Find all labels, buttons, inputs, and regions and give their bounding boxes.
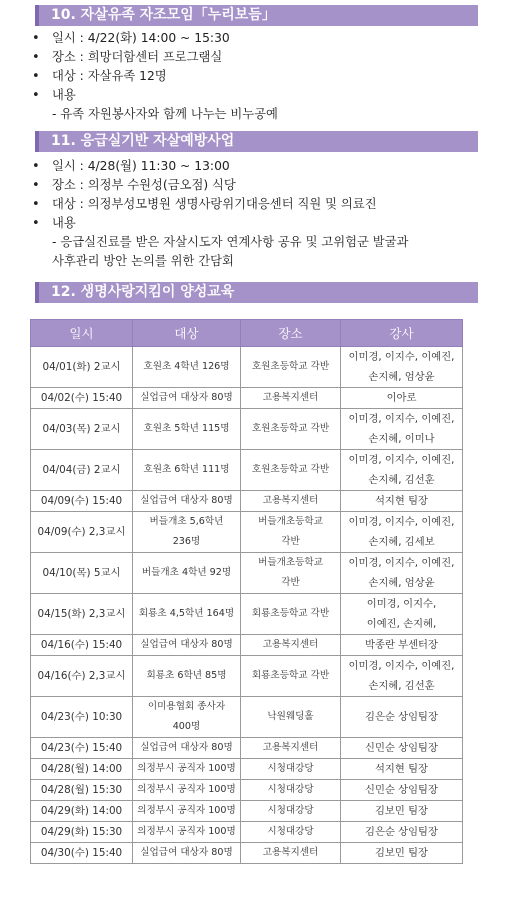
cell-lecturer: [341, 594, 463, 635]
cell-line: 낙원웨딩홀: [267, 711, 314, 722]
cell-place: [241, 738, 341, 759]
cell-line: 버들개초 4학년 92명: [141, 567, 232, 578]
cell-line: 손지혜, 김선훈: [368, 474, 435, 486]
cell-target: [133, 512, 241, 553]
cell-target: [133, 388, 241, 409]
cell-date: [31, 822, 133, 843]
cell-line: 김보민 팀장: [374, 847, 428, 859]
cell-line: 의정부시 공직자 100명: [137, 805, 236, 816]
cell-line: 고용복지센터: [262, 847, 319, 858]
cell-line: 시청대강당: [267, 826, 314, 837]
cell-lecturer: [341, 759, 463, 780]
table-row: [31, 491, 463, 512]
cell-target: [133, 780, 241, 801]
cell-line: 04/29(화) 15:30: [40, 826, 123, 838]
table-row: [31, 697, 463, 738]
table-row: [31, 780, 463, 801]
cell-place: [241, 843, 341, 864]
cell-lecturer: [341, 843, 463, 864]
cell-line: 호원초등학교 각반: [251, 464, 330, 475]
cell-line: 고용복지센터: [262, 495, 319, 506]
cell-date: [31, 697, 133, 738]
cell-line: 실업급여 대상자 80명: [140, 392, 233, 403]
cell-line: 의정부시 공직자 100명: [137, 826, 236, 837]
cell-line: 석지현 팀장: [374, 763, 428, 775]
cell-line: 이미경, 이지수, 이예진,: [348, 413, 455, 425]
sub-item: 사후관리 방안 논의를 위한 간담회: [52, 254, 234, 268]
cell-date: [31, 635, 133, 656]
cell-line: 시청대강당: [267, 805, 314, 816]
cell-line: 손지혜, 김세보: [368, 536, 435, 548]
cell-line: 이미경, 이지수, 이예진,: [348, 660, 455, 672]
cell-line: 고용복지센터: [262, 639, 319, 650]
cell-line: 실업급여 대상자 80명: [140, 495, 233, 506]
cell-line: 이미경, 이지수,: [366, 598, 437, 610]
cell-line: 04/02(수) 15:40: [40, 392, 123, 404]
cell-date: [31, 491, 133, 512]
cell-line: 회룡초 4,5학년 164명: [138, 608, 235, 619]
cell-line: 호원초등학교 각반: [251, 423, 330, 434]
cell-line: 400명: [172, 721, 201, 732]
section-11-title: 11. 응급실기반 자살예방사업: [35, 131, 478, 152]
cell-line: 04/28(월) 14:00: [40, 763, 123, 775]
cell-line: 석지현 팀장: [374, 495, 428, 507]
table-row: [31, 512, 463, 553]
bullet-item: • 장소 : 의정부 수원성(금오점) 식당: [30, 176, 495, 195]
cell-line: 04/10(목) 5교시: [42, 567, 121, 579]
cell-line: 김은순 상임팀장: [365, 826, 438, 838]
cell-place: [241, 801, 341, 822]
cell-line: 04/09(수) 2,3교시: [37, 526, 126, 538]
cell-lecturer: [341, 450, 463, 491]
cell-line: 04/15(화) 2,3교시: [37, 608, 126, 620]
cell-line: 04/09(수) 15:40: [40, 495, 123, 507]
section-10-title: 10. 자살유족 자조모임「누리보듬」: [35, 5, 478, 26]
cell-line: 호원초등학교 각반: [251, 361, 330, 372]
section-10-content: [30, 29, 495, 124]
cell-date: [31, 656, 133, 697]
cell-place: [241, 635, 341, 656]
cell-line: 의정부시 공직자 100명: [137, 763, 236, 774]
cell-lecturer: [341, 491, 463, 512]
table-row: [31, 409, 463, 450]
cell-date: [31, 347, 133, 388]
cell-line: 236명: [172, 536, 201, 547]
cell-target: [133, 822, 241, 843]
cell-line: 04/01(화) 2교시: [42, 361, 121, 373]
table-row: [31, 388, 463, 409]
cell-lecturer: [341, 553, 463, 594]
cell-line: 회룡초 6학년 85명: [146, 670, 227, 681]
cell-line: 호원초 6학년 111명: [143, 464, 230, 475]
cell-line: 이미경, 이지수, 이예진,: [348, 454, 455, 466]
cell-lecturer: [341, 512, 463, 553]
cell-place: [241, 491, 341, 512]
cell-target: [133, 759, 241, 780]
cell-line: 04/16(수) 2,3교시: [37, 670, 126, 682]
cell-place: [241, 656, 341, 697]
cell-target: [133, 635, 241, 656]
cell-line: 04/28(월) 15:30: [40, 784, 123, 796]
bullet-item: • 대상 : 자살유족 12명: [30, 67, 495, 86]
table-row: [31, 594, 463, 635]
cell-place: [241, 512, 341, 553]
cell-place: [241, 388, 341, 409]
header-date: 일시: [31, 320, 133, 347]
cell-line: 이아로: [386, 392, 417, 404]
cell-line: 04/30(수) 15:40: [40, 847, 123, 859]
training-schedule-table: [30, 319, 463, 864]
cell-line: 김은순 상임팀장: [365, 711, 438, 723]
cell-line: 버들개초 5,6학년: [149, 516, 224, 527]
cell-place: [241, 697, 341, 738]
cell-line: 시청대강당: [267, 763, 314, 774]
cell-place: [241, 409, 341, 450]
cell-line: 의정부시 공직자 100명: [137, 784, 236, 795]
cell-target: [133, 697, 241, 738]
cell-lecturer: [341, 822, 463, 843]
cell-line: 04/23(수) 10:30: [40, 711, 123, 723]
cell-target: [133, 843, 241, 864]
bullet-item: • 일시 : 4/22(화) 14:00 ~ 15:30: [30, 29, 495, 48]
cell-line: 이미용협회 종사자: [147, 701, 226, 712]
cell-line: 04/03(목) 2교시: [42, 423, 121, 435]
cell-line: 손지혜, 엄상윤: [368, 371, 435, 383]
table-row: [31, 738, 463, 759]
cell-target: [133, 594, 241, 635]
cell-line: 이예진, 손지혜,: [366, 618, 437, 630]
table-row: [31, 553, 463, 594]
cell-date: [31, 409, 133, 450]
table-header-row: [31, 320, 463, 347]
cell-line: 04/04(금) 2교시: [42, 464, 121, 476]
cell-line: 김보민 팀장: [374, 805, 428, 817]
cell-lecturer: [341, 780, 463, 801]
cell-line: 실업급여 대상자 80명: [140, 847, 233, 858]
cell-line: 호원초 5학년 115명: [143, 423, 230, 434]
table-row: [31, 635, 463, 656]
cell-line: 고용복지센터: [262, 392, 319, 403]
bullet-item: • 일시 : 4/28(월) 11:30 ~ 13:00: [30, 157, 495, 176]
table-row: [31, 843, 463, 864]
table-row: [31, 759, 463, 780]
cell-line: 이미경, 이지수, 이예진,: [348, 351, 455, 363]
section-12-title: 12. 생명사랑지킴이 양성교육: [35, 282, 478, 303]
cell-target: [133, 409, 241, 450]
cell-date: [31, 450, 133, 491]
cell-line: 신민순 상임팀장: [365, 742, 438, 754]
cell-date: [31, 388, 133, 409]
cell-line: 손지혜, 이미나: [368, 433, 435, 445]
cell-date: [31, 759, 133, 780]
cell-line: 04/23(수) 15:40: [40, 742, 123, 754]
cell-line: 신민순 상임팀장: [365, 784, 438, 796]
cell-lecturer: [341, 388, 463, 409]
cell-line: 각반: [281, 577, 300, 588]
cell-line: 손지혜, 김선훈: [368, 680, 435, 692]
table-row: [31, 347, 463, 388]
cell-line: 실업급여 대상자 80명: [140, 742, 233, 753]
table-row: [31, 822, 463, 843]
cell-line: 회룡초등학교 각반: [251, 670, 330, 681]
header-lecturer: 강사: [341, 320, 463, 347]
bullet-item: • 내용: [30, 86, 495, 105]
cell-date: [31, 738, 133, 759]
cell-target: [133, 450, 241, 491]
cell-line: 이미경, 이지수, 이예진,: [348, 557, 455, 569]
cell-line: 고용복지센터: [262, 742, 319, 753]
cell-line: 호원초 4학년 126명: [143, 361, 230, 372]
cell-place: [241, 759, 341, 780]
cell-line: 이미경, 이지수, 이예진,: [348, 516, 455, 528]
cell-lecturer: [341, 635, 463, 656]
cell-target: [133, 738, 241, 759]
cell-place: [241, 780, 341, 801]
cell-date: [31, 780, 133, 801]
cell-lecturer: [341, 656, 463, 697]
cell-line: 실업급여 대상자 80명: [140, 639, 233, 650]
cell-line: 04/29(화) 14:00: [40, 805, 123, 817]
cell-date: [31, 801, 133, 822]
cell-target: [133, 656, 241, 697]
cell-lecturer: [341, 697, 463, 738]
cell-lecturer: [341, 738, 463, 759]
cell-line: 손지혜, 엄상윤: [368, 577, 435, 589]
cell-target: [133, 553, 241, 594]
cell-line: 시청대강당: [267, 784, 314, 795]
table-row: [31, 656, 463, 697]
header-target: 대상: [133, 320, 241, 347]
cell-lecturer: [341, 409, 463, 450]
cell-line: 버들개초등학교: [258, 557, 323, 568]
cell-date: [31, 594, 133, 635]
header-place: 장소: [241, 320, 341, 347]
sub-item: - 유족 자원봉사자와 함께 나누는 비누공예: [52, 107, 278, 121]
cell-line: 버들개초등학교: [258, 516, 323, 527]
cell-place: [241, 450, 341, 491]
cell-place: [241, 594, 341, 635]
table-row: [31, 450, 463, 491]
cell-line: 04/16(수) 15:40: [40, 639, 123, 651]
bullet-item: • 장소 : 희망더함센터 프로그램실: [30, 48, 495, 67]
cell-place: [241, 347, 341, 388]
cell-line: 박종란 부센터장: [365, 639, 438, 651]
cell-line: 각반: [281, 536, 300, 547]
cell-target: [133, 801, 241, 822]
cell-date: [31, 512, 133, 553]
bullet-item: • 대상 : 의정부성모병원 생명사랑위기대응센터 직원 및 의료진: [30, 195, 495, 214]
bullet-item: • 내용: [30, 214, 495, 233]
cell-place: [241, 553, 341, 594]
cell-lecturer: [341, 347, 463, 388]
sub-item: - 응급실진료를 받은 자살시도자 연계사항 공유 및 고위험군 발굴과: [52, 235, 409, 249]
cell-date: [31, 843, 133, 864]
cell-lecturer: [341, 801, 463, 822]
table-row: [31, 801, 463, 822]
cell-line: 회룡초등학교 각반: [251, 608, 330, 619]
section-11-content: [30, 157, 495, 271]
cell-target: [133, 347, 241, 388]
cell-date: [31, 553, 133, 594]
cell-place: [241, 822, 341, 843]
cell-target: [133, 491, 241, 512]
